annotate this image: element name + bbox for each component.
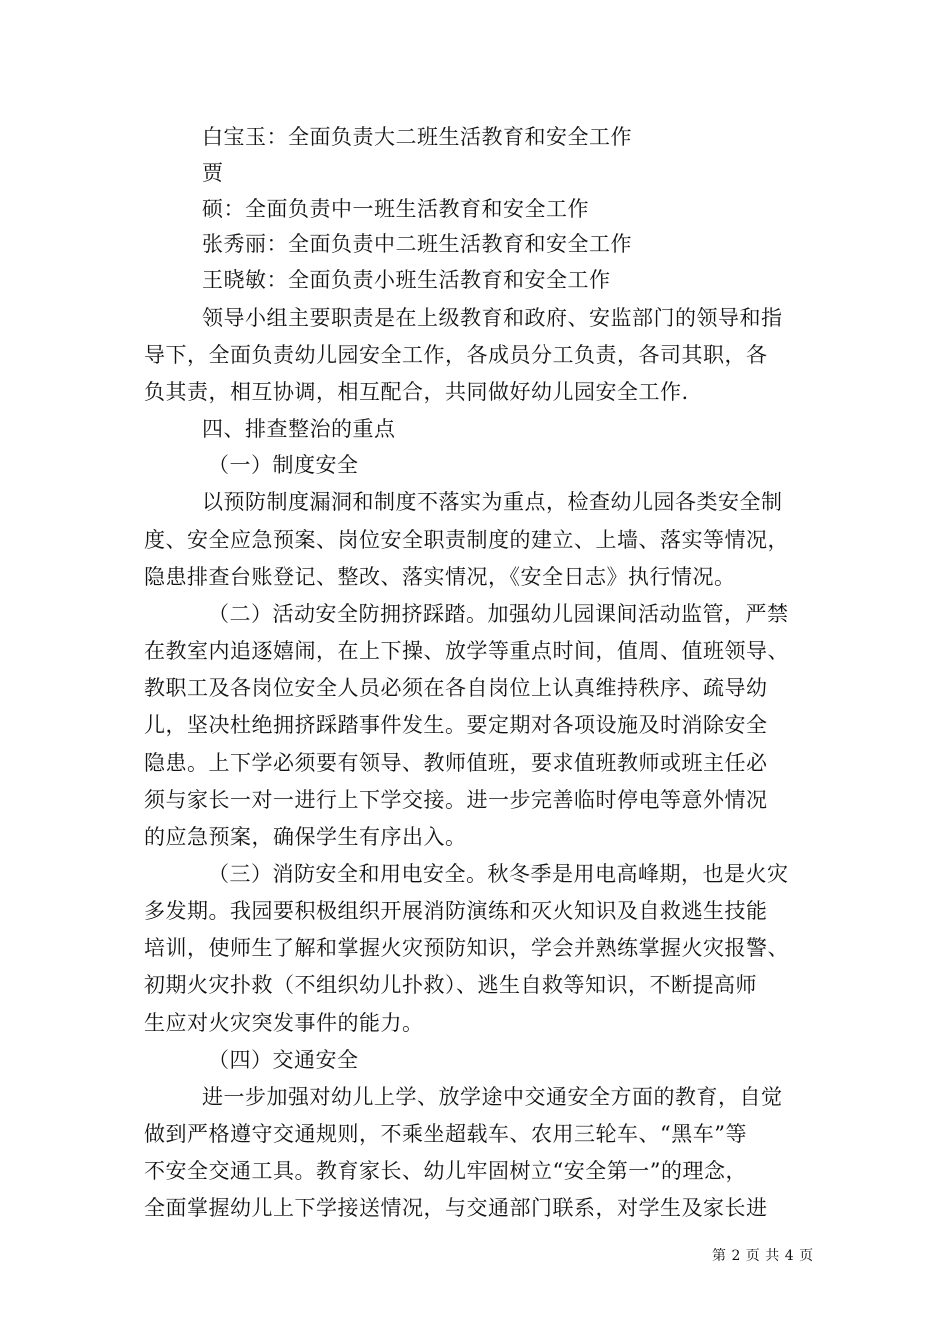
text-line: 导下，全面负责幼儿园安全工作，各成员分工负责，各司其职，各 [144,343,768,367]
text-line: 度、安全应急预案、岗位安全职责制度的建立、上墙、落实等情况， [144,528,789,552]
text-line: 教职工及各岗位安全人员必须在各自岗位上认真维持秩序、疏导幼 [144,676,768,700]
subsection-heading: （四）交通安全 [208,1048,359,1072]
text-line: 隐患排查台账登记、整改、落实情况，《安全日志》执行情况。 [144,565,736,589]
text-line: 培训，使师生了解和掌握火灾预防知识，学会并熟练掌握火灾报警、 [144,936,789,960]
text-line: 领导小组主要职责是在上级教育和政府、安监部门的领导和指 [202,306,783,330]
text-line: 隐患。上下学必须要有领导、教师值班，要求值班教师或班主任必 [144,751,768,775]
text-line: 硕：全面负责中一班生活教育和安全工作 [202,197,589,221]
text-line: （二）活动安全防拥挤踩踏。加强幼儿园课间活动监管，严禁 [208,602,789,626]
text-line: 负其责，相互协调，相互配合，共同做好幼儿园安全工作. [144,380,689,404]
text-line: 多发期。我园要积极组织开展消防演练和灭火知识及自救逃生技能 [144,899,768,923]
text-line: 儿，坚决杜绝拥挤踩踏事件发生。要定期对各项设施及时消除安全 [144,713,768,737]
text-line: 的应急预案，确保学生有序出入。 [144,825,467,849]
text-line: 进一步加强对幼儿上学、放学途中交通安全方面的教育，自觉 [202,1085,783,1109]
text-line: 张秀丽：全面负责中二班生活教育和安全工作 [202,232,632,256]
text-line: 白宝玉：全面负责大二班生活教育和安全工作 [202,125,632,149]
text-line: 做到严格遵守交通规则，不乘坐超载车、农用三轮车、“黑车”等 [144,1122,747,1146]
text-line: 贾 [202,161,224,185]
text-line: 生应对火灾突发事件的能力。 [144,1011,424,1035]
page-number: 第 2 页 共 4 页 [712,1248,814,1264]
text-line: 须与家长一对一进行上下学交接。进一步完善临时停电等意外情况 [144,788,768,812]
subsection-heading: （一）制度安全 [208,453,359,477]
text-line: 以预防制度漏洞和制度不落实为重点，检查幼儿园各类安全制 [202,490,783,514]
text-line: 全面掌握幼儿上下学接送情况，与交通部门联系，对学生及家长进 [144,1196,768,1220]
text-line: 在教室内追逐嬉闹，在上下操、放学等重点时间，值周、值班领导、 [144,639,789,663]
text-line: （三）消防安全和用电安全。秋冬季是用电高峰期，也是火灾 [208,862,789,886]
section-heading: 四、排查整治的重点 [202,417,396,441]
text-line: 王晓敏：全面负责小班生活教育和安全工作 [202,268,611,292]
text-line: 初期火灾扑救（不组织幼儿扑救）、逃生自救等知识，不断提高师 [144,973,757,997]
text-line: 不安全交通工具。教育家长、幼儿牢固树立“安全第一”的理念， [144,1159,747,1183]
